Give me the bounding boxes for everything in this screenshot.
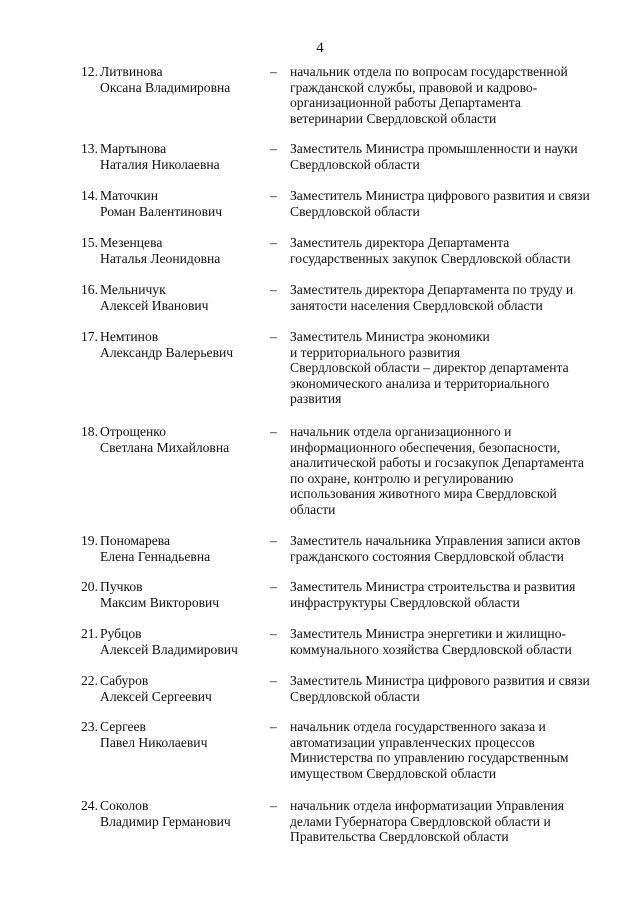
position-line: использования животного мира Свердловской [290,486,557,502]
position-line: начальник отдела информатизации Управления [290,798,565,813]
surname: Рубцов [100,626,142,641]
surname: Мартынова [100,141,167,156]
position-line: начальник отдела государственного заказа и [290,719,546,734]
person-name [100,424,229,455]
person-name [100,329,233,360]
dash-separator: – [270,424,277,439]
position-line: Заместитель Министра строительства и развития [290,579,576,594]
page-number: 4 [316,40,324,56]
item-number: 19. [81,533,98,548]
position-line: начальник отдела организационного и [290,424,512,439]
position-text [290,64,608,126]
given-names: Наталья Леонидовна [100,250,221,266]
position-line: Заместитель Министра промышленности и науки [290,141,578,156]
person-name [100,235,220,266]
position-line: развития [290,391,342,407]
dash-separator: – [270,329,277,344]
dash-separator: – [270,533,277,548]
dash-separator: – [270,235,277,250]
person-name [100,798,231,829]
person-name [100,719,207,750]
position-line: Свердловской области [290,156,420,172]
surname: Мельничук [100,282,166,297]
given-names: Максим Викторович [100,594,220,610]
given-names: Алексей Иванович [100,297,209,313]
dash-separator: – [270,188,277,203]
position-line: по охране, контролю и регулированию [290,470,514,486]
position-line: Заместитель директора Департамента по труду и [290,282,574,297]
given-names: Павел Николаевич [100,734,208,750]
dash-separator: – [270,719,277,734]
surname: Маточкин [100,188,158,203]
surname: Немтинов [100,329,159,344]
position-line: аналитической работы и госзакупок Департамента [290,455,584,471]
position-line: Свердловской области [290,203,420,219]
position-line: имуществом Свердловской области [290,765,497,781]
item-number: 17. [81,329,98,344]
item-number: 21. [81,626,98,641]
position-text [290,673,608,704]
position-line: Правительства Свердловской области [290,829,509,845]
surname: Мезенцева [100,235,163,250]
position-line: Заместитель начальника Управления записи актов [290,533,581,548]
surname: Соколов [100,798,149,813]
item-number: 23. [81,719,98,734]
given-names: Алексей Владимирович [100,641,238,657]
surname: Сабуров [100,673,149,688]
surname: Пономарева [100,533,171,548]
dash-separator: – [270,282,277,297]
position-text [290,235,608,266]
dash-separator: – [270,579,277,594]
given-names: Елена Геннадьевна [100,548,211,564]
position-line: Свердловской области [290,688,420,704]
position-line: организационной работы Департамента [290,95,521,111]
given-names: Владимир Германович [100,813,231,829]
dash-separator: – [270,673,277,688]
position-text [290,626,608,657]
dash-separator: – [270,141,277,156]
position-line: занятости населения Свердловской области [290,297,543,313]
item-number: 12. [81,64,98,79]
position-line: области [290,501,336,517]
item-number: 24. [81,798,98,813]
person-name [100,579,219,610]
position-line: автоматизации управленческих процессов [290,734,535,750]
person-name [100,533,210,564]
person-name [100,626,238,657]
item-number: 16. [81,282,98,297]
position-line: Заместитель Министра энергетики и жилищно- [290,626,567,641]
person-name [100,188,222,219]
position-line: Заместитель Министра цифрового развития и связи [290,673,590,688]
dash-separator: – [270,626,277,641]
position-line: инфраструктуры Свердловской области [290,594,520,610]
given-names: Алексей Сергеевич [100,688,212,704]
position-text [290,579,608,610]
position-line: информационного обеспечения, безопасности, [290,439,561,455]
given-names: Наталия Николаевна [100,156,220,172]
position-text [290,282,608,313]
item-number: 14. [81,188,98,203]
item-number: 13. [81,141,98,156]
position-text [290,798,608,845]
position-line: Заместитель Министра экономики [290,329,490,344]
position-line: экономического анализа и территориального [290,375,550,391]
surname: Сергеев [100,719,146,734]
person-name [100,673,212,704]
item-number: 18. [81,424,98,439]
position-text [290,188,608,219]
person-name [100,64,230,95]
position-line: ветеринарии Свердловской области [290,110,497,126]
given-names: Александр Валерьевич [100,344,234,360]
surname: Литвинова [100,64,163,79]
given-names: Оксана Владимировна [100,79,231,95]
position-text [290,424,608,518]
position-line: Министерства по управлению государственным [290,750,569,766]
position-text [290,719,608,781]
dash-separator: – [270,798,277,813]
position-line: Заместитель Министра цифрового развития и связи [290,188,590,203]
position-line: гражданской службы, правовой и кадрово- [290,79,538,95]
person-name [100,141,220,172]
position-text [290,329,608,407]
position-line: гражданского состояния Свердловской области [290,548,564,564]
position-line: коммунального хозяйства Свердловской области [290,641,572,657]
dash-separator: – [270,64,277,79]
item-number: 20. [81,579,98,594]
surname: Отрощенко [100,424,167,439]
position-text [290,533,608,564]
position-line: делами Губернатора Свердловской области и [290,813,551,829]
person-name [100,282,209,313]
given-names: Роман Валентинович [100,203,223,219]
position-line: Заместитель директора Департамента [290,235,510,250]
given-names: Светлана Михайловна [100,439,230,455]
position-line: государственных закупок Свердловской области [290,250,571,266]
position-text [290,141,608,172]
item-number: 22. [81,673,98,688]
position-line: начальник отдела по вопросам государственной [290,64,568,79]
position-line: Свердловской области – директор департамента [290,360,569,376]
item-number: 15. [81,235,98,250]
position-line: и территориального развития [290,344,461,360]
surname: Пучков [100,579,143,594]
